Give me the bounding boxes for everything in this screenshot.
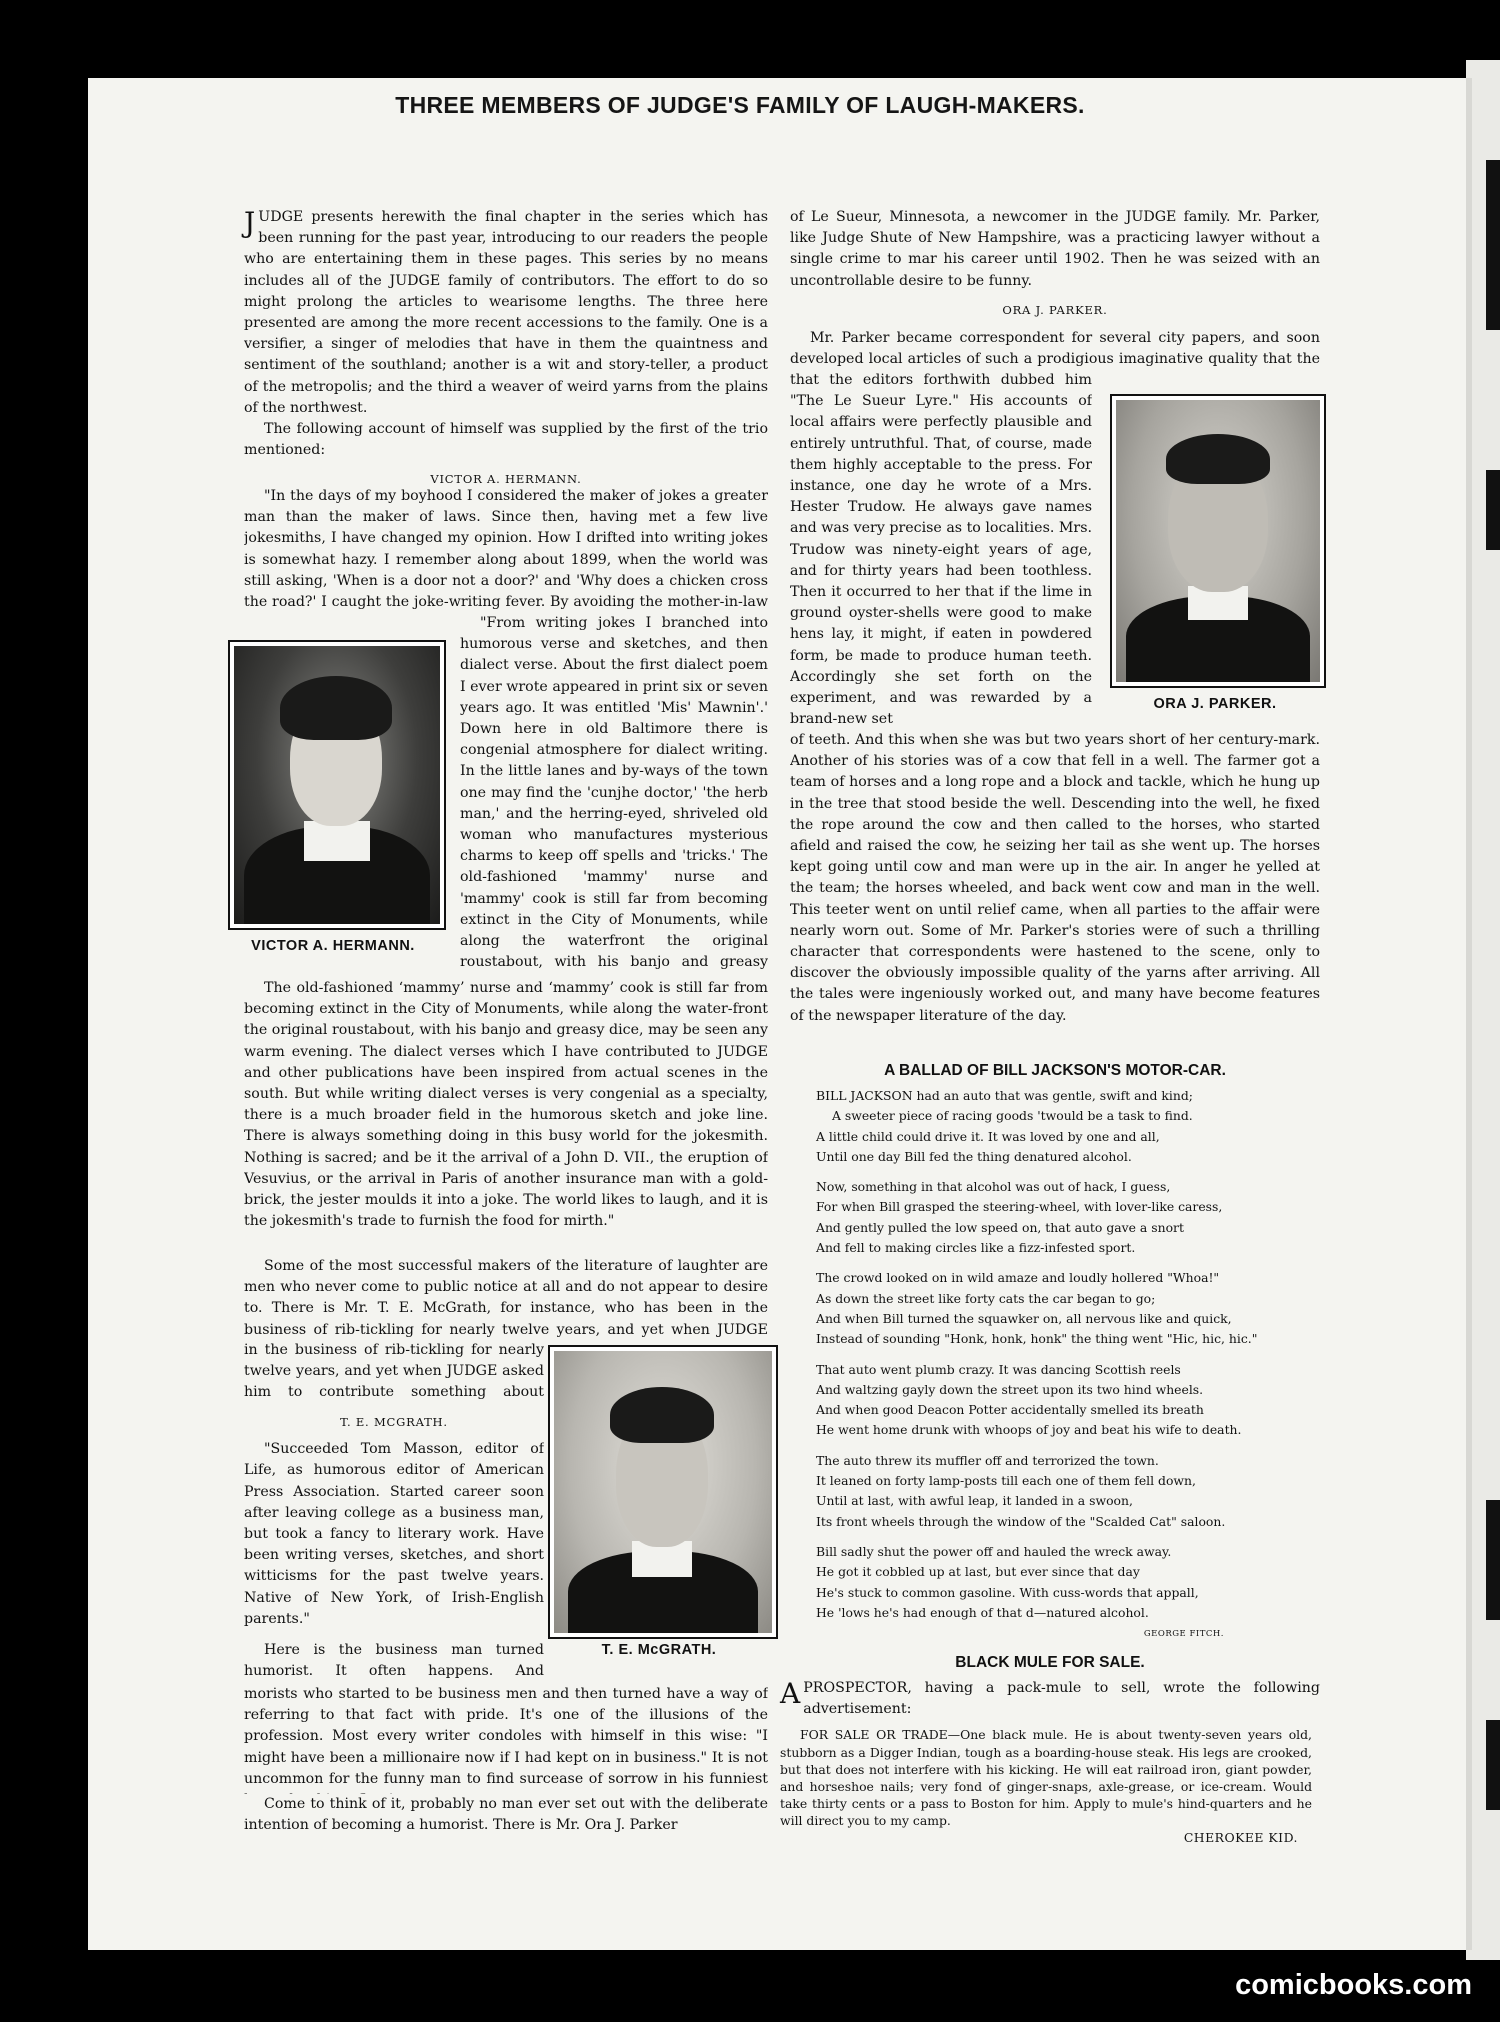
- mcgrath-subhead: T. E. MCGRATH.: [340, 1415, 448, 1429]
- ballad-line: A sweeter piece of racing goods 'twould be a task to find.: [832, 1108, 1193, 1124]
- come-paragraph: Come to think of it, probably no man ever set out with the deliberate intention of becoming a humorist. There is Mr. Ora J. Parker: [244, 1796, 768, 1834]
- ballad-stanza: [816, 1177, 1320, 1258]
- edge-ornament: [1486, 160, 1500, 330]
- here-paragraph-start: Here is the business man turned humorist. It often happens. And: [244, 1642, 544, 1680]
- parker-paragraph-narrow: that the editors forthwith dubbed him "The Le Sueur Lyre." His accounts of local affairs were perfectly plausible and entirely untruthful. That, of course, made them highly acceptable to the press. For instance, one day he wrote of a Mrs. Hester Trudow. He always gave names and was very precise as to localities. Mrs. Trudow was ninety-eight years of age, and for thirty years had been toothless. Then it occurred to her that if the lime in ground oyster-shells were good to make hens lay, it might, if eaten in powdered form, be made to produce human teeth. Accordingly she set forth on the experiment, and was rewarded by a brand-new set: [790, 372, 1092, 728]
- mule-section: [780, 1646, 1320, 1845]
- ballad-section: [790, 1054, 1320, 1644]
- ballad-line: Its front wheels through the window of the "Scalded Cat" saloon.: [816, 1513, 1226, 1529]
- ballad-line: And gently pulled the low speed on, that auto gave a snort: [816, 1219, 1184, 1235]
- parker-wide-top: [790, 328, 1320, 370]
- dropcap: J: [244, 206, 256, 239]
- ballad-line: Now, something in that alcohol was out of hack, I guess,: [816, 1179, 1171, 1195]
- mcgrath-paragraph: "Succeeded Tom Masson, editor of Life, as humorous editor of American Press Association. Started career soon after leaving college as a business man, but took a fancy to literary work. Have been writing verses, sketches, and short witticisms for the past twelve years. Native of New York, of Irish-English parents.": [244, 1441, 544, 1627]
- hermann-paragraph-2-start: "From writing jokes I branched into humorous verse and sketches, and then dialect verse. About the first dialect poem I ever wrote appeared in print six or seven years ago. It was entitled 'Mis' Mawnin'.' Down here in old Baltimore there is congenial atmosphere for dialect writing. In the little lanes and by-ways of the town one may find the 'cunjhe doctor,' 'the herb man,' and the herring-eyed, shriveled old woman who manufactures mysterious charms to keep off spells and 'tricks.' The old-fashioned 'mammy' nurse and 'mammy' cook is still far from becoming extinct in the City of Monuments, while along the waterfront the original roustabout, with his banjo and greasy: [460, 615, 768, 971]
- hermann-paragraph-1: "In the days of my boyhood I considered the maker of jokes a greater man than the maker of laws. Since then, having met a few live jokesmiths, I have changed my opinion. How I drifted into writing jokes is somewhat hazy. I remember along about 1899, when the world was still asking, 'When is a door not a door?' and 'Why does a chicken cross the road?' I caught the joke-writing fever. By avoiding the mother-in-law: [244, 488, 768, 611]
- ballad-line: A little child could drive it. It was loved by one and all,: [816, 1128, 1160, 1144]
- parker-wide-bottom: [790, 730, 1320, 1050]
- ballad-line: And waltzing gayly down the street upon its two hind wheels.: [816, 1381, 1204, 1397]
- ballad-line: As down the street like forty cats the car began to go;: [816, 1290, 1156, 1306]
- ballad-title: A BALLAD OF BILL JACKSON'S MOTOR-CAR.: [884, 1062, 1226, 1079]
- parker-photo: [1110, 394, 1326, 688]
- mcgrath-caption: T. E. McGRATH.: [601, 1642, 717, 1658]
- ballad-stanza: [816, 1542, 1320, 1623]
- edge-ornament: [1486, 1500, 1500, 1620]
- ballad-line: He went home drunk with whoops of joy and beat his wife to death.: [816, 1422, 1242, 1438]
- ballad-line: The crowd looked on in wild amaze and loudly hollered "Whoa!": [816, 1270, 1220, 1286]
- ballad-stanza: [816, 1451, 1320, 1532]
- mule-intro-block: [780, 1678, 1320, 1720]
- parker-paragraph: Mr. Parker became correspondent for several city papers, and soon developed local articles of such a prodigious imaginative quality that the: [790, 330, 1320, 368]
- ballad-line: That auto went plumb crazy. It was dancing Scottish reels: [816, 1361, 1181, 1377]
- right-column-top: [790, 207, 1320, 327]
- ballad-line: Until one day Bill fed the thing denatured alcohol.: [816, 1148, 1132, 1164]
- hermann-paragraph-2-cont: The old-fashioned ‘mammy’ nurse and ‘mammy’ cook is still far from becoming extinct in the City of Monuments, while along the water-front the original roustabout, with his banjo and greasy dice, may be seen any warm evening. The dialect verses which I have contributed to JUDGE and other publications have been inspired from actual scenes in the south. But while writing dialect verses is very congenial as a specialty, there is a much broader field in the humorous sketch and joke line. There is always something doing in this busy world for the jokesmith. Nothing is sacred; and be it the arrival of a John D. VII., the eruption of Vesuvius, or the arrival in Paris of another insurance man with a gold-brick, the jester moulds it into a joke. The world likes to laugh, and it is the jokesmith's trade to furnish the food for mirth.": [244, 980, 768, 1230]
- ballad-line: BILL JACKSON had an auto that was gentle, swift and kind;: [816, 1088, 1193, 1103]
- ballad-stanza: [816, 1086, 1320, 1167]
- ballad-line: And when Bill turned the squawker on, all nervous like and quick,: [816, 1310, 1232, 1326]
- ballad-line: Bill sadly shut the power off and hauled the wreck away.: [816, 1543, 1172, 1559]
- mule-intro: PROSPECTOR, having a pack-mule to sell, wrote the following advertisement:: [803, 1680, 1320, 1718]
- mule-dropcap: A: [780, 1677, 801, 1710]
- ballad-line: For when Bill grasped the steering-wheel, with lover-like caress,: [816, 1199, 1223, 1215]
- ballad-stanza: [816, 1360, 1320, 1441]
- hermann-para1-top: [244, 486, 768, 613]
- page-title: THREE MEMBERS OF JUDGE'S FAMILY OF LAUGH-MAKERS.: [395, 92, 1085, 118]
- ballad-author: GEORGE FITCH.: [1143, 1629, 1224, 1640]
- parker-caption: ORA J. PARKER.: [1153, 696, 1277, 712]
- some-makers-tail: in the business of rib-tickling for nearly twelve years, and yet when JUDGE asked him to contribute something about: [244, 1342, 544, 1401]
- intro-paragraph: UDGE presents herewith the final chapter in the series which has been running for the past year, introducing to our readers the people who are entertaining them in these pages. This series by no means includes all of the JUDGE family of contributors. The effort to do so might prolong the articles to wearisome lengths. The three here presented are among the more recent accessions to the family. One is a versifier, a singer of melodies that have in them the quaintness and sentiment of the southland; another is a wit and story-teller, a product of the metropolis; and the third a weaver of weird yarns from the plains of the northwest.: [244, 209, 768, 416]
- hermann-narrow-text: [460, 613, 768, 973]
- ballad-line: He got it cobbled up at last, but ever since that day: [816, 1564, 1140, 1580]
- parker-narrow: [790, 370, 1092, 730]
- ballad-line: And when good Deacon Potter accidentally smelled its breath: [816, 1402, 1204, 1418]
- parker-subhead: ORA J. PARKER.: [1002, 302, 1108, 317]
- mule-signature: CHEROKEE KID.: [1183, 1829, 1298, 1845]
- here-narrow: [244, 1640, 544, 1684]
- ballad-line: He's stuck to common gasoline. With cuss-words that appall,: [816, 1584, 1199, 1600]
- hermann-photo: [228, 640, 446, 930]
- left-column-top: [244, 207, 768, 497]
- parker-paragraph-cont: of teeth. And this when she was but two years short of her century-mark. Another of his stories was of a cow that fell in a well. The farmer got a team of horses and a long rope and a block and tackle, which he hung up in the tree that stood beside the well. Descending into the well, he fixed the rope around the cow and then called to the horses, who started afield and raised the cow, he seizing her tail as she went up. The horses kept going until cow and man were up in the air. In anger he yelled at the team; the horses wheeled, and back went cow and man in the well. This teeter went on until relief came, when all parties to the affair were nearly worn out. Some of Mr. Parker's stories were of such a thrilling character that correspondents were hastened to the scene, only to discover the obviously impossible quality of the yarns after arriving. All the tales were ingeniously worked out, and many have become features of the newspaper literature of the day.: [790, 732, 1320, 1024]
- edge-ornament: [1486, 1720, 1500, 1810]
- watermark: comicbooks.com: [1235, 1969, 1472, 2001]
- mule-title: BLACK MULE FOR SALE.: [955, 1654, 1145, 1671]
- mule-ad-block: [780, 1726, 1312, 1829]
- ballad-line: Instead of sounding "Honk, honk, honk" the thing went "Hic, hic, hic.": [816, 1331, 1258, 1347]
- mcgrath-photo: [548, 1345, 778, 1639]
- hermann-subhead: VICTOR A. HERMANN.: [430, 472, 582, 487]
- hermann-caption: VICTOR A. HERMANN.: [251, 938, 415, 954]
- ballad-line: And fell to making circles like a fizz-infested sport.: [816, 1240, 1136, 1256]
- ballad-body: [790, 1086, 1320, 1644]
- ballad-line: It leaned on forty lamp-posts till each one of them fell down,: [816, 1473, 1196, 1489]
- some-makers-paragraph: Some of the most successful makers of the literature of laughter are men who never come to public notice at all and do not appear to desire to. There is Mr. T. E. McGrath, for instance, who has been in the business of rib-tickling for nearly twelve years, and yet when JUDGE: [244, 1258, 768, 1338]
- here-wide: [244, 1684, 768, 1794]
- parker-intro: of Le Sueur, Minnesota, a newcomer in the JUDGE family. Mr. Parker, like Judge Shute of New Hampshire, was a practicing lawyer without a single crime to mar his career until 1902. Then he was seized with an uncontrollable desire to be funny.: [790, 209, 1320, 289]
- hermann-continuation: [244, 978, 768, 1256]
- intro-paragraph-2: The following account of himself was supplied by the first of the trio mentioned:: [244, 421, 768, 459]
- ballad-line: He 'lows he's had enough of that d—natured alcohol.: [816, 1604, 1149, 1620]
- ballad-stanza: [816, 1268, 1320, 1349]
- come-block: [244, 1794, 768, 1838]
- edge-ornament: [1486, 470, 1500, 550]
- some-makers-block: [244, 1256, 768, 1340]
- mcgrath-narrow-text: [244, 1340, 544, 1640]
- ballad-line: The auto threw its muffler off and terrorized the town.: [816, 1452, 1159, 1468]
- mule-ad: FOR SALE OR TRADE—One black mule. He is about twenty-seven years old, stubborn as a Digger Indian, tough as a boarding-house steak. His legs are crooked, but that does not interfere with his kicking. He will eat railroad iron, giant powder, and horseshoe nails; very fond of ginger-snaps, axle-grease, or ice-cream. Would take thirty cents or a pass to Boston for him. Apply to mule's hind-quarters and he will direct you to my camp.: [780, 1727, 1312, 1829]
- ballad-line: Until at last, with awful leap, it landed in a swoon,: [816, 1493, 1133, 1509]
- here-paragraph-cont: morists who started to be business men and then turned have a way of referring to that fact with pride. It's one of the illusions of the profession. Most every writer condoles with himself in this wise: "I might have been a millionaire now if I had kept on in business." It is not uncommon for the funny man to find surcease of sorrow in his funniest: [244, 1686, 768, 1787]
